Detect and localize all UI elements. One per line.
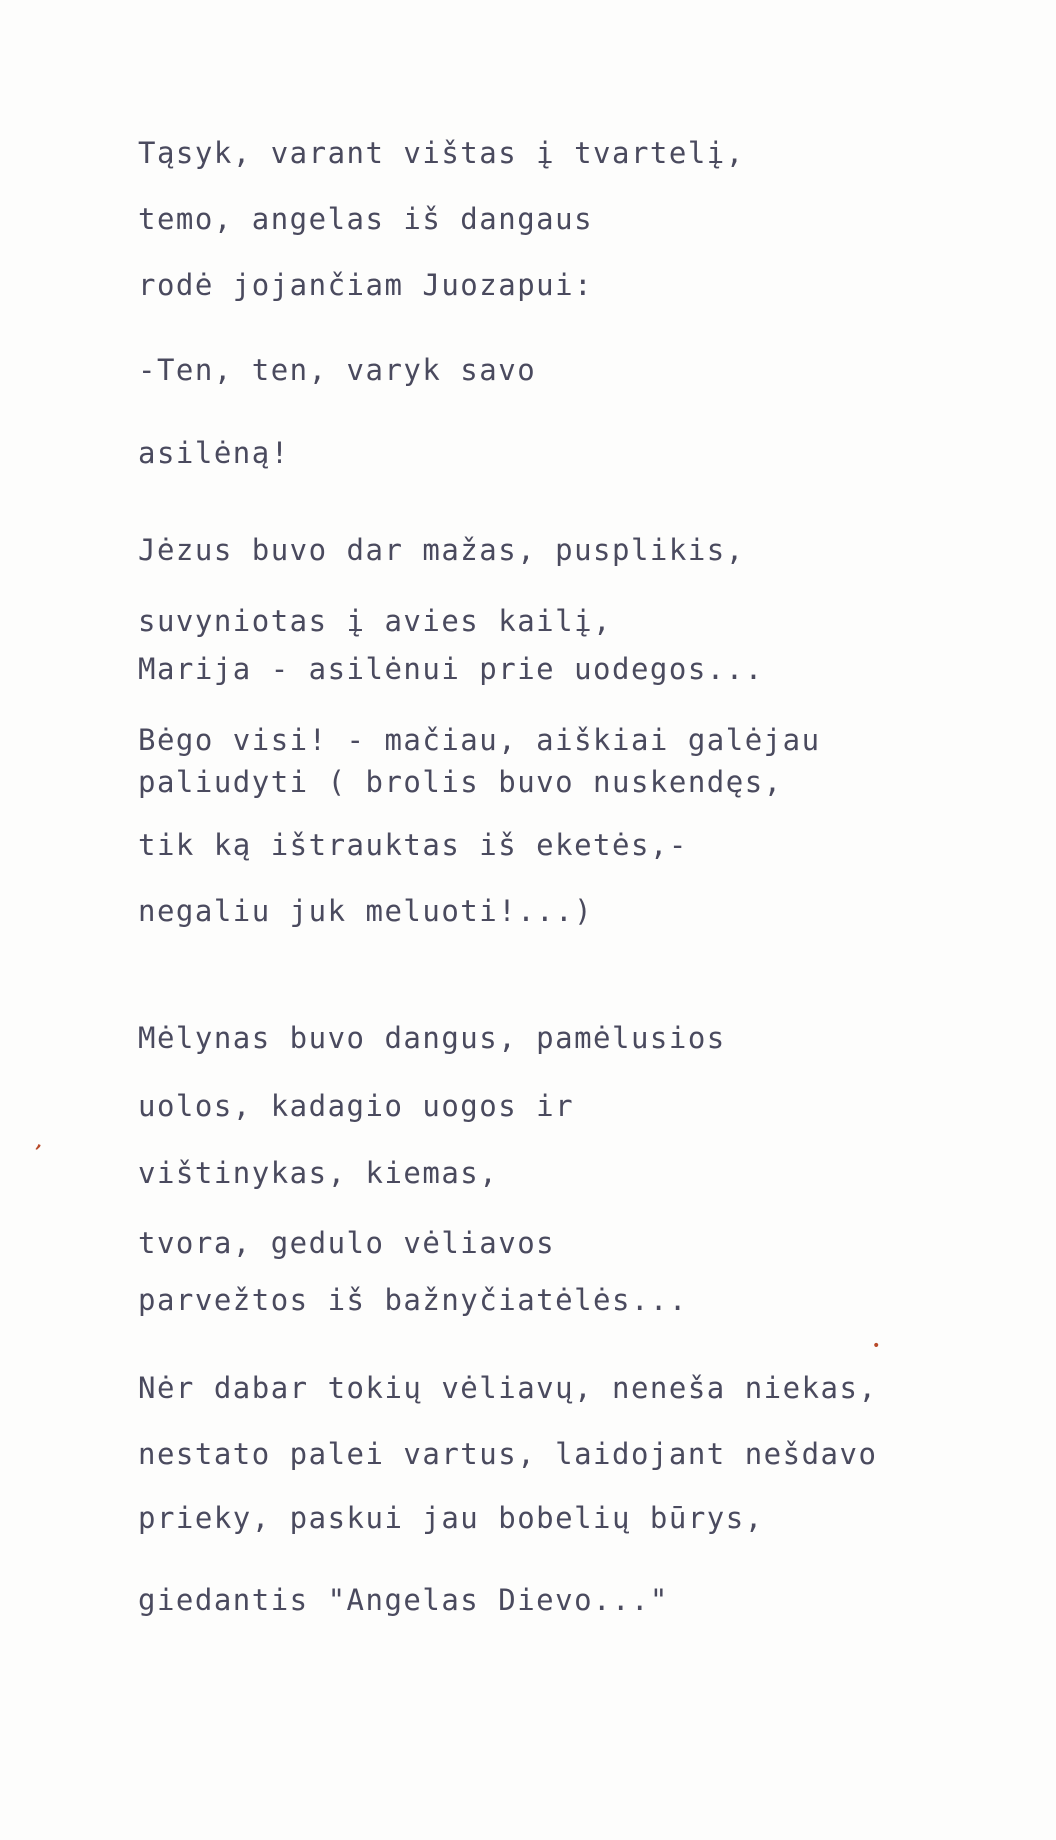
poem-line: rodė jojančiam Juozapui: (138, 268, 594, 302)
poem-line: temo, angelas iš dangaus (138, 202, 594, 236)
poem-line: paliudyti ( brolis buvo nuskendęs, (138, 765, 783, 799)
poem-line: uolos, kadagio uogos ir (138, 1089, 575, 1123)
ink-dot-mark: • (872, 1338, 881, 1354)
poem-line: Tąsyk, varant vištas į tvartelį, (138, 136, 745, 170)
poem-line: prieky, paskui jau bobelių būrys, (138, 1501, 764, 1535)
poem-line: Marija - asilėnui prie uodegos... (138, 652, 764, 686)
poem-line: Nėr dabar tokių vėliavų, neneša niekas, (138, 1371, 878, 1405)
poem-line: tik ką ištrauktas iš eketės,- (138, 828, 688, 862)
poem-line: Bėgo visi! - mačiau, aiškiai galėjau (138, 723, 821, 757)
poem-line: -Ten, ten, varyk savo (138, 353, 537, 387)
poem-line: giedantis "Angelas Dievo..." (138, 1583, 669, 1617)
poem-line: suvyniotas į avies kailį, (138, 604, 612, 638)
poem-line: asilėną! (138, 436, 290, 470)
poem-line: tvora, gedulo vėliavos (138, 1226, 556, 1260)
margin-tick-mark: ’ (26, 1138, 46, 1166)
poem-line: nestato palei vartus, laidojant nešdavo (138, 1437, 878, 1471)
poem-line: vištinykas, kiemas, (138, 1156, 499, 1190)
poem-line: parvežtos iš bažnyčiatėlės... (138, 1283, 688, 1317)
poem-line: Mėlynas buvo dangus, pamėlusios (138, 1021, 726, 1055)
poem-line: negaliu juk meluoti!...) (138, 894, 594, 928)
poem-line: Jėzus buvo dar mažas, pusplikis, (138, 533, 745, 567)
